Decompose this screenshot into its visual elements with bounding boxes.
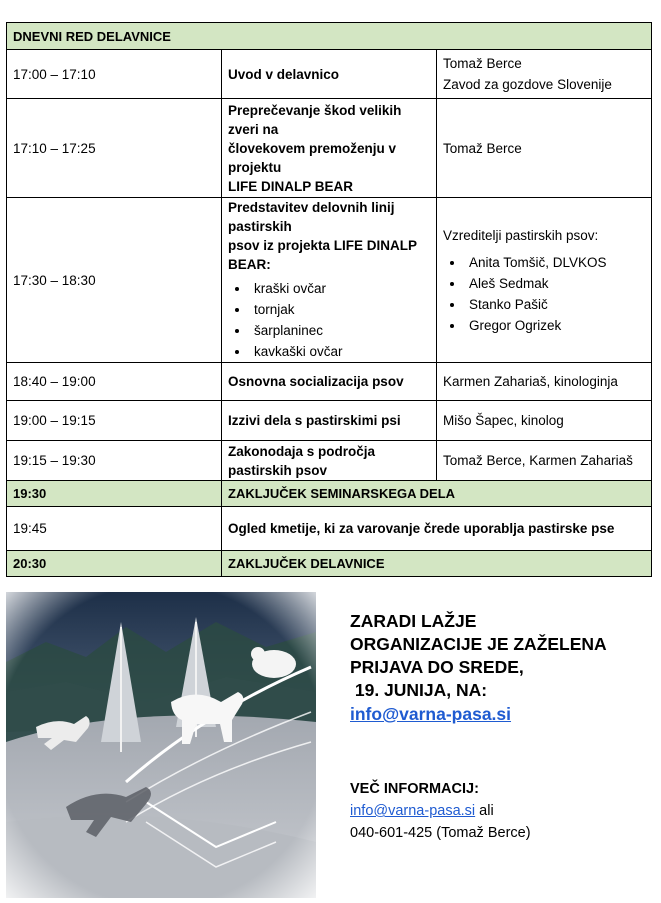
list-item: • Aleš Sedmak bbox=[465, 273, 645, 294]
time-cell: 19:30 bbox=[7, 481, 222, 507]
time-cell: 17:30 – 18:30 bbox=[7, 198, 222, 363]
time-cell: 17:10 – 17:25 bbox=[7, 99, 222, 198]
table-row bbox=[7, 481, 652, 507]
session-line: Preprečevanje škod velikih zveri na bbox=[228, 102, 402, 137]
registration-notice bbox=[350, 610, 650, 726]
headline-line: 19. JUNIJA, NA: bbox=[350, 680, 488, 700]
speaker-cell: Tomaž Berce bbox=[437, 99, 652, 198]
list-item: • kavkaški ovčar bbox=[250, 341, 430, 362]
table-row bbox=[7, 401, 652, 441]
shepherd-dog-illustration bbox=[6, 592, 316, 898]
table-row bbox=[7, 507, 652, 551]
speaker-cell bbox=[437, 198, 652, 363]
time-cell: 19:00 – 19:15 bbox=[7, 401, 222, 441]
more-info bbox=[350, 778, 650, 844]
headline-line: PRIJAVA DO SREDE, bbox=[350, 657, 524, 677]
session-cell: Zakonodaja s področja pastirskih psov bbox=[222, 441, 437, 481]
session-cell: Ogled kmetije, ki za varovanje črede uporablja pastirske pse bbox=[222, 507, 652, 551]
speaker-cell: Tomaž Berce, Karmen Zahariaš bbox=[437, 441, 652, 481]
vignette bbox=[6, 592, 316, 898]
table-row bbox=[7, 99, 652, 198]
table-title: DNEVNI RED DELAVNICE bbox=[7, 23, 652, 50]
speaker-cell bbox=[437, 50, 652, 99]
list-item: • Gregor Ogrizek bbox=[465, 315, 645, 336]
session-line: LIFE DINALP BEAR bbox=[228, 178, 354, 194]
list-item: • kraški ovčar bbox=[250, 278, 430, 299]
session-cell bbox=[222, 198, 437, 363]
session-line: psov iz projekta LIFE DINALP BEAR: bbox=[228, 238, 417, 272]
breeder-list bbox=[443, 252, 645, 336]
list-item: • šarplaninec bbox=[250, 320, 430, 341]
list-item: • Stanko Pašič bbox=[465, 294, 645, 315]
session-cell: Uvod v delavnico bbox=[222, 50, 437, 99]
session-cell: Izzivi dela s pastirskimi psi bbox=[222, 401, 437, 441]
speaker-heading: Vzreditelji pastirskih psov: bbox=[443, 227, 599, 243]
speaker-line: Tomaž Berce bbox=[443, 56, 522, 71]
list-item: • Anita Tomšič, DLVKOS bbox=[465, 252, 645, 273]
speaker-cell: Karmen Zahariaš, kinologinja bbox=[437, 363, 652, 401]
session-cell: Osnovna socializacija psov bbox=[222, 363, 437, 401]
table-row bbox=[7, 198, 652, 363]
time-cell: 17:00 – 17:10 bbox=[7, 50, 222, 99]
session-line: Predstavitev delovnih linij pastirskih bbox=[228, 200, 395, 234]
more-info-contact bbox=[350, 800, 650, 822]
table-header-row bbox=[7, 23, 652, 50]
session-line: človekovem premoženju v projektu bbox=[228, 140, 397, 175]
table-row bbox=[7, 551, 652, 577]
list-item: • tornjak bbox=[250, 299, 430, 320]
headline-line: ZARADI LAŽJE bbox=[350, 611, 477, 631]
speaker-line: Zavod za gozdove Slovenije bbox=[443, 77, 612, 92]
table-row bbox=[7, 50, 652, 99]
time-cell: 18:40 – 19:00 bbox=[7, 363, 222, 401]
time-cell: 19:45 bbox=[7, 507, 222, 551]
or-text: ali bbox=[475, 803, 494, 819]
session-cell: ZAKLJUČEK SEMINARSKEGA DELA bbox=[222, 481, 652, 507]
schedule-table bbox=[6, 22, 652, 577]
table-row bbox=[7, 363, 652, 401]
phone-number: 040-601-425 (Tomaž Berce) bbox=[350, 825, 531, 841]
session-cell bbox=[222, 99, 437, 198]
registration-headline bbox=[350, 610, 650, 702]
time-cell: 20:30 bbox=[7, 551, 222, 577]
more-info-email-link[interactable]: info@varna-pasa.si bbox=[350, 803, 476, 819]
breed-list bbox=[228, 278, 430, 362]
headline-line: ORGANIZACIJE JE ZAŽELENA bbox=[350, 634, 607, 654]
speaker-cell: Mišo Šapec, kinolog bbox=[437, 401, 652, 441]
session-cell: ZAKLJUČEK DELAVNICE bbox=[222, 551, 652, 577]
table-row bbox=[7, 441, 652, 481]
time-cell: 19:15 – 19:30 bbox=[7, 441, 222, 481]
more-info-label: VEČ INFORMACIJ: bbox=[350, 781, 479, 797]
registration-email-link[interactable]: info@varna-pasa.si bbox=[350, 704, 512, 724]
